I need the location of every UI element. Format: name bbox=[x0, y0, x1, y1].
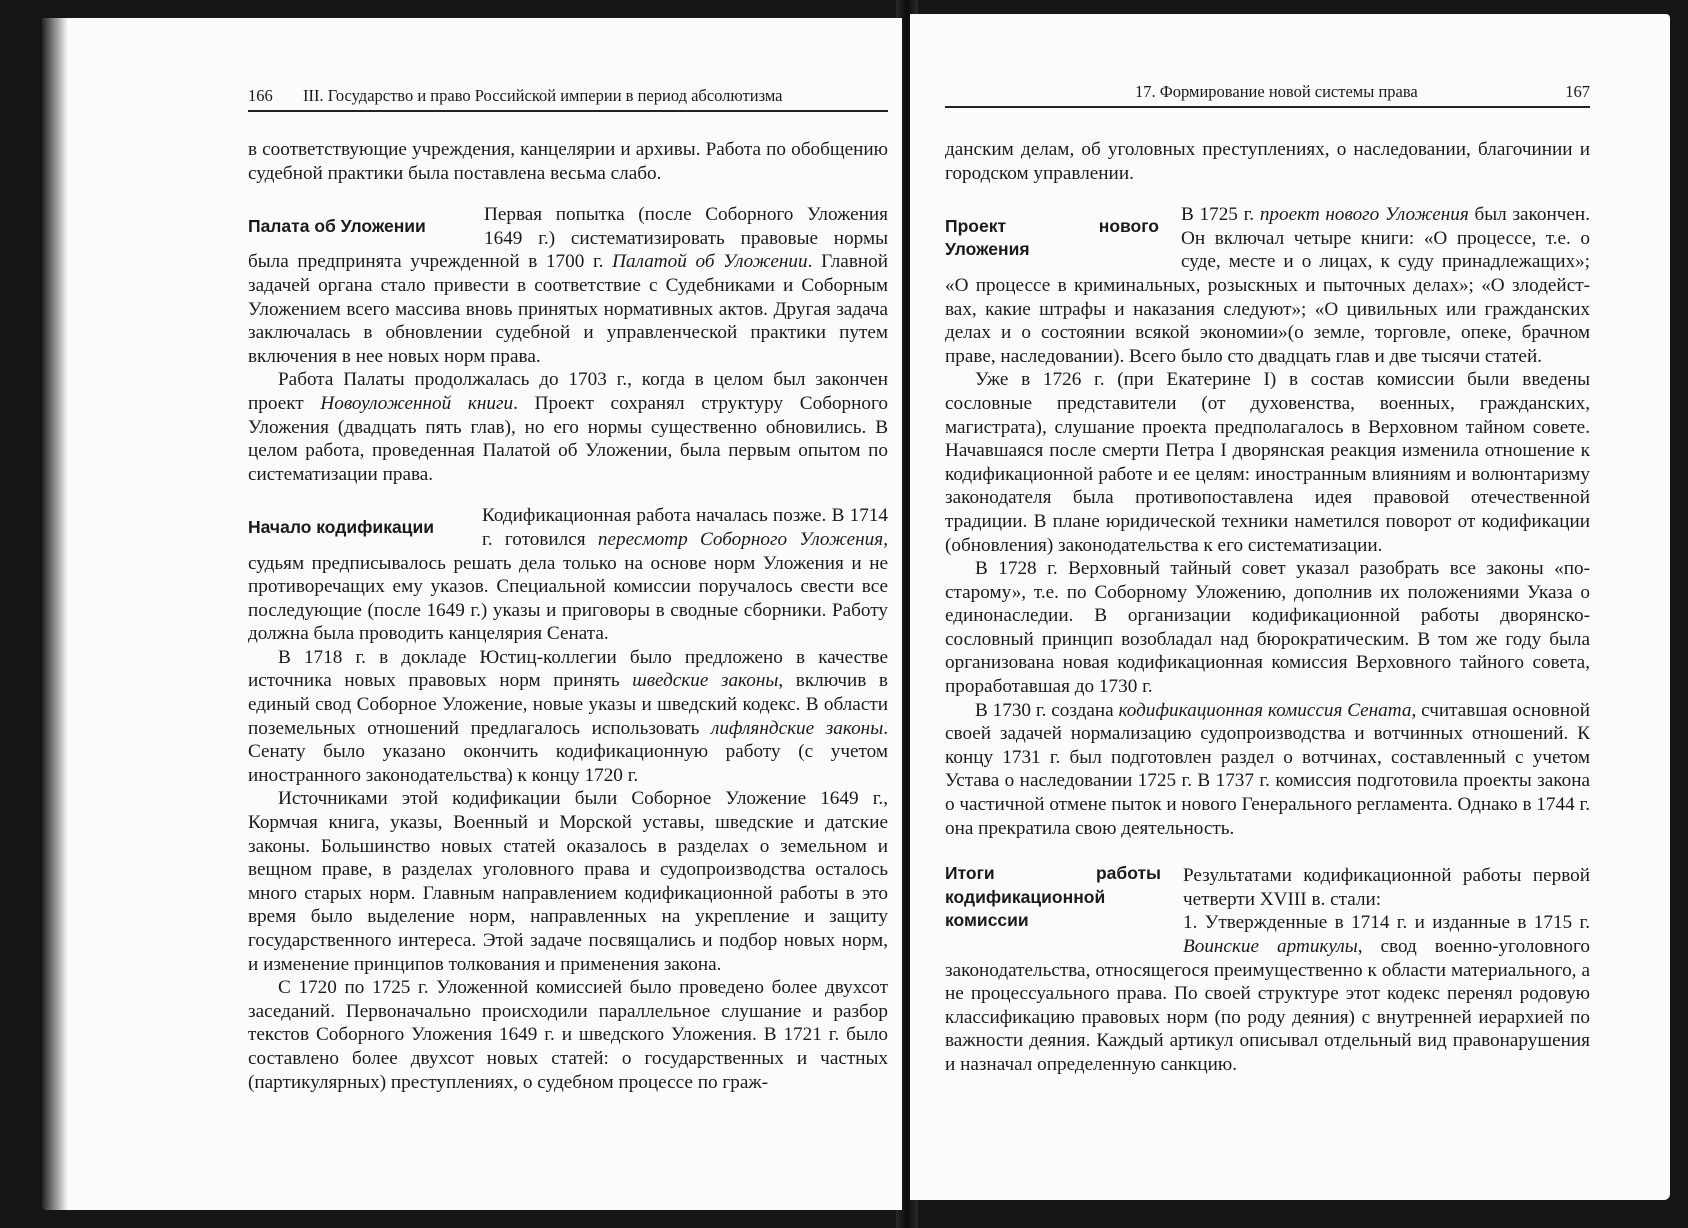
paragraph: В 1730 г. создана кодификационная комиссия Сената, считавшая основной своей задачей нормализацию судопроизводства и вотчинных отношений. К концу 1731 г. был подготовлен раздел о вотчинах, составленный с учетом Устава о наследовании 1725 г. В 1737 г. комиссия подготовила проекты закона о частичной отмене пыток и нового Генерального регламента. Однако в 1744 г. она прекратила свою деятельность. bbox=[945, 699, 1590, 839]
header-rule bbox=[248, 110, 888, 112]
paragraph: данским делам, об уголовных преступлениях, о наследовании, благочинии и городском управлении. bbox=[945, 139, 1590, 184]
left-page bbox=[42, 18, 902, 1210]
paragraph: Первая попытка (после Соборного Уложения 1649 г.) систематизировать правовые нормы была предпринята учрежденной в 1700 г. Палатой об Уложении. Главной задачей органа стало привести в соответствие с Судебниками и Соборным Уложением всего массива вновь принятых нормативных актов. Другая задача заключалась в обновлении судебной и управленческой практики путем включения в нее новых норм права. bbox=[248, 204, 889, 367]
section-heading: Итоги работы кодификационной комиссии bbox=[945, 863, 1161, 931]
paragraph: Работа Палаты продолжалась до 1703 г., когда в целом был закончен проект Новоуложенной книги. Проект сохранял структуру Соборного Уложения (двадцать пять глав), но его нормы существенно обновились. В целом работа, проведенная Палатой об Уложении, была первым опытом по систематизации права. bbox=[248, 369, 888, 485]
running-title: III. Государство и право Российской империи в период абсолютизма bbox=[303, 86, 783, 105]
right-text-column bbox=[945, 138, 1590, 1077]
scan-shadow bbox=[42, 18, 68, 1210]
page-number: 167 bbox=[1565, 82, 1590, 101]
paragraph: Источниками этой кодификации были Соборное Уложение 1649 г., Кормчая книга, указы, Военный и Морской уставы, шведские и датские законы. Большинство новых статей оказалось в разделах о земельном и вещном праве, в разделах уголовного права и судопроизводства осталось много старых норм. Главным направлением кодификационной работы в это время было выделение норм, направленных на укрепление и защиту государственного интереса. Этой задаче посвящались и подбор новых норм, и изменение принципов толкования и применения закона. bbox=[248, 788, 888, 975]
left-text-column bbox=[248, 138, 888, 1094]
paragraph: В 1728 г. Верховный тайный совет указал разобрать все законы «по-старому», т.е. по Соборному Уложению, дополнив их положениями Указа о единонаследии. В организации кодификационной работы дворянско-сословный принцип возобладал над бюрократическим. В том же году была организована новая кодификационная комиссия Верховного тайного совета, проработавшая до 1730 г. bbox=[945, 558, 1590, 698]
section-heading: Проект нового Уложения bbox=[945, 216, 1159, 260]
paragraph: С 1720 по 1725 г. Уложенной комиссией было проведено более двухсот заседаний. Первоначально происходили параллельное слушание и разбор текстов Соборного Уложения 1649 г. и шведского Уложения. В 1721 г. было составлено более двухсот новых статей: о государственных и частных (партикулярных) преступлениях, о судебном процессе по граж- bbox=[248, 977, 888, 1093]
right-page bbox=[910, 14, 1670, 1200]
header-rule bbox=[945, 106, 1590, 108]
page-number: 166 bbox=[248, 86, 273, 105]
paragraph: Уже в 1726 г. (при Екатерине I) в состав комиссии были введены сословные представители (от духовенства, военных, гражданских, магистрата), слушание проекта предполагалось в Верховном тайном совете. Начавшаяся после смерти Петра I дворянская реакция изменила отношение к кодификационной работе и ее целям: иностранным влияниям и волюнтаризму законодателя была противопоставлена идея правовой отечественной традиции. В плане юридической техники наметился поворот от кодификации (обновления) законодательства к его систематизации. bbox=[945, 369, 1590, 556]
paragraph: Результатами кодификационной работы первой четверти XVIII в. стали: bbox=[1183, 865, 1590, 910]
paragraph: 1. Утвержденные в 1714 г. и изданные в 1715 г. Воинские артикулы, свод военно-уголовного законодательства, относящегося преимущественно к области материального, а не процессуального права. По своей структуре этот кодекс перенял родовую классификацию правовых норм (по роду деяния) с внутренней иерархией по важности деяния. Каждый артикул описывал отдельный вид правонарушения и назначал определенную санкцию. bbox=[945, 912, 1590, 1075]
section-heading: Палата об Уложении bbox=[248, 216, 426, 237]
paragraph: В 1718 г. в докладе Юстиц-коллегии было предложено в качестве источника новых правовых норм принять шведские законы, включив в единый свод Соборное Уложение, новые указы и шведский кодекс. В области поземельных отношений предлагалось использовать лифляндские законы. Сенату было указано окончить кодификационную работу (с учетом иностранного законодательства) к концу 1720 г. bbox=[248, 646, 888, 786]
section-heading: Начало кодификации bbox=[248, 517, 434, 538]
paragraph: В 1725 г. проект нового Уложения был закончен. Он включал четыре книги: «О процессе, т.е. о суде, месте и о лицах, к суду принадлежащих»; «О процессе в криминальных, розыскных и пыточных делах»; «О злодействах, какие штрафы и наказания следуют»; «О цивильных или гражданских делах и о состоянии всякой экономии»(о земле, торговле, опеке, брачном праве, наследовании). Всего было сто двадцать глав и две тысячи статей. bbox=[945, 204, 1590, 367]
paragraph: Кодификационная работа началась позже. В 1714 г. готовился пересмотр Соборного Уложения, судьям предписывалось решать дела только на основе норм Уложения и не противоречащих ему указов. Специальной комиссии поручалось свести все последующие (после 1649 г.) указы и приговоры в сводные сборники. Работу должна была проводить канцелярия Сената. bbox=[248, 505, 888, 645]
running-title: 17. Формирование новой системы права bbox=[1135, 82, 1418, 101]
paragraph: в соответствующие учреждения, канцелярии и архивы. Работа по обобщению судебной практики была поставлена весьма слабо. bbox=[248, 139, 888, 184]
